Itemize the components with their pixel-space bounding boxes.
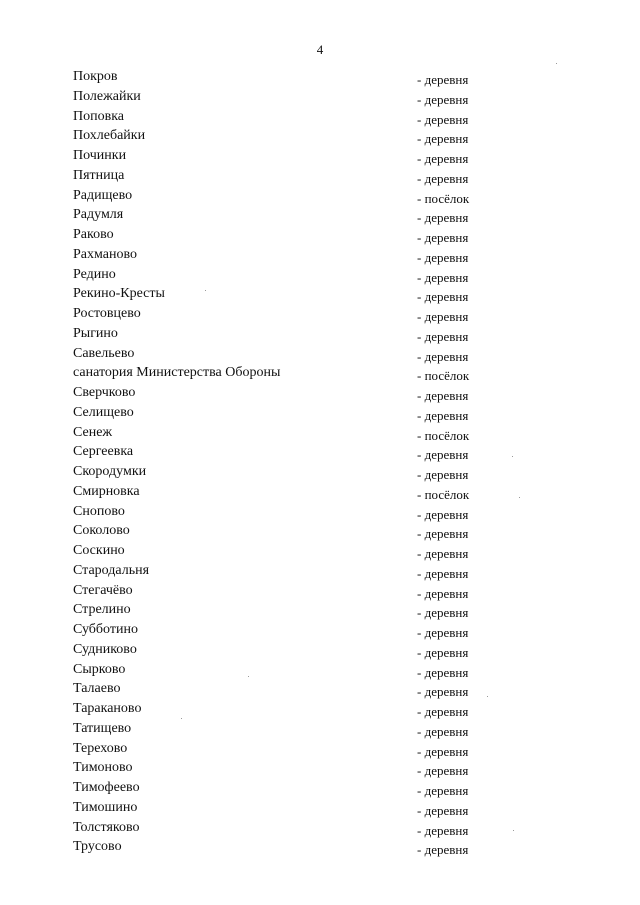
list-row (0, 284, 640, 304)
settlement-name: Пятница (73, 167, 125, 183)
scan-speck (205, 290, 206, 291)
settlement-name: Покров (73, 69, 118, 84)
settlement-type: - деревня (417, 388, 469, 403)
list-row (0, 107, 640, 127)
settlement-name: Скородумки (73, 464, 147, 479)
list-row (0, 146, 640, 166)
settlement-type: - деревня (417, 348, 469, 364)
list-row (0, 521, 640, 541)
settlement-name: Савельево (73, 345, 135, 361)
settlement-type: - деревня (417, 763, 469, 779)
settlement-name: санатория Министерства Обороны (73, 365, 281, 381)
settlement-name: Соскино (73, 543, 125, 558)
list-row (0, 758, 640, 778)
settlement-name: Снопово (73, 503, 125, 519)
settlement-type: - деревня (417, 151, 469, 166)
list-row (0, 640, 640, 660)
settlement-type: - посёлок (417, 368, 470, 384)
settlement-type: - деревня (417, 269, 469, 285)
settlement-type: - деревня (417, 664, 469, 680)
list-row (0, 87, 640, 107)
settlement-type: - деревня (417, 91, 469, 107)
settlement-type: - деревня (417, 309, 469, 324)
list-row (0, 462, 640, 482)
settlement-name: Сенеж (73, 424, 113, 440)
scan-speck (556, 63, 557, 64)
settlement-name: Тимоново (73, 760, 133, 776)
settlement-list (0, 67, 640, 857)
settlement-name: Радумля (73, 207, 124, 223)
list-row (0, 739, 640, 759)
settlement-name: Терехово (73, 740, 128, 756)
settlement-type: - деревня (417, 723, 469, 739)
settlement-type: - деревня (417, 131, 469, 147)
list-row (0, 660, 640, 680)
list-row (0, 205, 640, 225)
settlement-name: Радищево (73, 187, 133, 203)
settlement-type: - посёлок (417, 427, 470, 443)
list-row (0, 423, 640, 443)
list-row (0, 245, 640, 265)
scan-speck (181, 718, 182, 719)
scan-speck (519, 497, 520, 498)
settlement-type: - деревня (417, 743, 469, 759)
settlement-type: - посёлок (417, 486, 470, 502)
scan-speck (248, 676, 249, 677)
settlement-type: - деревня (417, 111, 469, 127)
list-row (0, 442, 640, 462)
settlement-type: - деревня (417, 526, 469, 542)
list-row (0, 679, 640, 699)
list-row (0, 304, 640, 324)
list-row (0, 798, 640, 818)
settlement-name: Похлебайки (73, 128, 146, 144)
settlement-type: - деревня (417, 644, 469, 660)
list-row (0, 67, 640, 87)
settlement-name: Сергеевка (73, 444, 134, 460)
settlement-type: - деревня (417, 328, 469, 344)
settlement-type: - деревня (417, 447, 469, 463)
settlement-type: - деревня (417, 783, 469, 798)
list-row (0, 166, 640, 186)
settlement-name: Стегачёво (73, 582, 133, 598)
list-row (0, 126, 640, 146)
settlement-name: Татищево (73, 720, 132, 736)
settlement-name: Стрелино (73, 602, 131, 618)
settlement-type: - деревня (417, 506, 469, 522)
list-row (0, 620, 640, 640)
settlement-type: - посёлок (417, 190, 470, 206)
settlement-name: Стародальня (73, 562, 150, 578)
list-row (0, 225, 640, 245)
settlement-name: Тимофеево (73, 780, 140, 795)
settlement-name: Толстяково (73, 819, 140, 835)
settlement-type: - деревня (417, 407, 469, 423)
settlement-name: Рахманово (73, 246, 137, 262)
settlement-name: Редино (73, 266, 116, 282)
scan-speck (512, 456, 513, 457)
settlement-name: Сырково (73, 661, 126, 677)
list-row (0, 541, 640, 561)
list-row (0, 403, 640, 423)
settlement-type: - деревня (417, 72, 469, 87)
settlement-type: - деревня (417, 585, 469, 601)
settlement-type: - деревня (417, 842, 469, 858)
settlement-name: Трусово (73, 839, 122, 855)
settlement-name: Тараканово (73, 701, 142, 716)
settlement-name: Полежайки (73, 88, 141, 104)
settlement-type: - деревня (417, 467, 469, 482)
scan-speck (513, 830, 514, 831)
list-row (0, 600, 640, 620)
settlement-name: Починки (73, 148, 127, 163)
page-number: 4 (316, 42, 324, 57)
list-row (0, 818, 640, 838)
settlement-name: Селищево (73, 404, 134, 420)
list-row (0, 482, 640, 502)
list-row (0, 778, 640, 798)
settlement-name: Сверчково (73, 385, 136, 400)
list-row (0, 265, 640, 285)
settlement-name: Субботино (73, 622, 138, 637)
settlement-type: - деревня (417, 565, 469, 581)
settlement-type: - деревня (417, 170, 469, 186)
settlement-type: - деревня (417, 210, 469, 226)
settlement-name: Соколово (73, 523, 130, 539)
settlement-type: - деревня (417, 289, 469, 305)
settlement-name: Судниково (73, 641, 137, 657)
list-row (0, 581, 640, 601)
settlement-name: Смирновка (73, 483, 140, 499)
list-row (0, 186, 640, 206)
scan-speck (487, 696, 488, 697)
list-row (0, 561, 640, 581)
settlement-type: - деревня (417, 704, 469, 719)
settlement-name: Ростовцево (73, 306, 141, 321)
list-row (0, 502, 640, 522)
settlement-name: Поповка (73, 108, 125, 124)
settlement-name: Раково (73, 227, 114, 242)
settlement-name: Тимошино (73, 799, 138, 815)
settlement-type: - деревня (417, 605, 469, 621)
list-row (0, 837, 640, 857)
settlement-type: - деревня (417, 625, 469, 640)
settlement-type: - деревня (417, 546, 469, 561)
settlement-type: - деревня (417, 684, 469, 700)
list-row (0, 324, 640, 344)
settlement-type: - деревня (417, 230, 469, 245)
list-row (0, 383, 640, 403)
list-row (0, 344, 640, 364)
settlement-name: Талаево (73, 681, 121, 697)
settlement-type: - деревня (417, 249, 469, 265)
settlement-type: - деревня (417, 822, 469, 838)
settlement-name: Рекино-Кресты (73, 286, 165, 302)
list-row (0, 719, 640, 739)
settlement-name: Рыгино (73, 325, 118, 341)
list-row (0, 699, 640, 719)
settlement-type: - деревня (417, 802, 469, 818)
list-row (0, 363, 640, 383)
